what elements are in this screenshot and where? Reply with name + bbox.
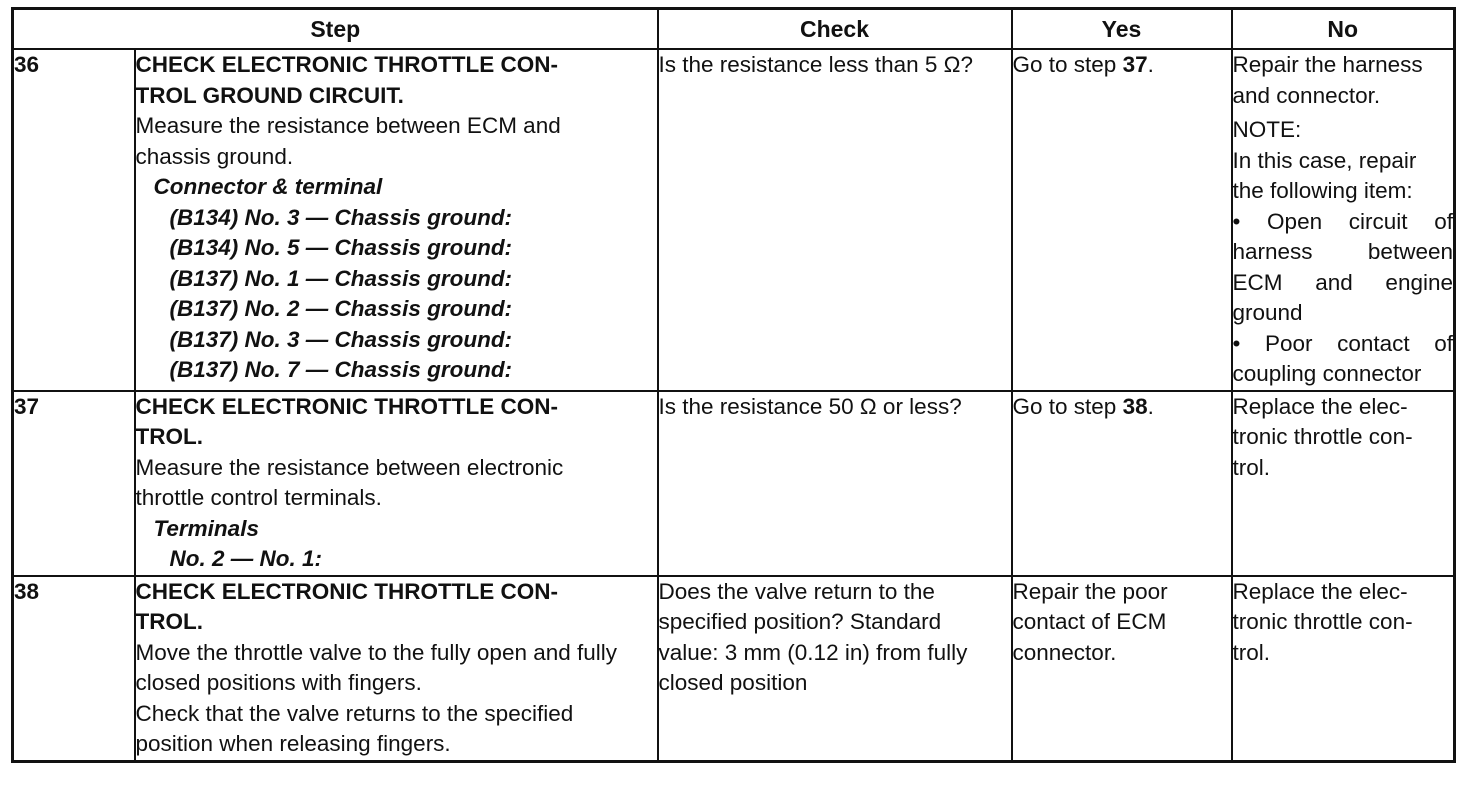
note-label: NOTE: (1232, 117, 1302, 142)
no-line: Replace the elec- (1232, 393, 1408, 419)
diagnostic-table (11, 7, 1456, 763)
step-body-line: chassis ground. (135, 143, 294, 169)
yes-line: connector. (1012, 639, 1117, 665)
step-body-line: closed positions with fingers. (135, 670, 422, 695)
step-title-line: TROL. (135, 609, 203, 634)
yes-prefix: Go to step (1012, 393, 1123, 419)
check-line: Does the valve return to the (658, 578, 935, 604)
table-row (13, 391, 1455, 576)
no-line: trol. (1232, 454, 1271, 480)
note-line: • Poor contact of (1232, 330, 1453, 356)
check-line: specified position? Standard (658, 609, 942, 634)
yes-cell (1012, 49, 1232, 391)
no-cell (1232, 49, 1455, 391)
no-line: tronic throttle con- (1232, 424, 1413, 449)
step-title-line: CHECK ELECTRONIC THROTTLE CON- (135, 578, 558, 604)
note-line: harness between (1232, 239, 1453, 264)
note-line: ground (1232, 300, 1303, 325)
step-title-line: TROL GROUND CIRCUIT. (135, 82, 404, 108)
yes-step-number: 37 (1122, 52, 1148, 77)
step-body-line: Measure the resistance between ECM and (135, 113, 561, 138)
step-body-line: Move the throttle valve to the fully open and fully (135, 639, 618, 665)
step-number: 38 (13, 576, 135, 762)
step-title-line: TROL. (135, 424, 203, 449)
step-title-line: CHECK ELECTRONIC THROTTLE CON- (135, 393, 558, 419)
terminal-line: (B137) No. 2 — Chassis ground: (169, 296, 513, 321)
connector-label: Connector & terminal (153, 174, 383, 199)
note-line: coupling connector (1232, 361, 1422, 386)
step-body-line: throttle control terminals. (135, 485, 382, 510)
header-row (13, 9, 1455, 50)
table-row (13, 49, 1455, 391)
no-line: tronic throttle con- (1232, 609, 1413, 634)
note-line: In this case, repair (1232, 147, 1417, 173)
no-line: trol. (1232, 639, 1271, 665)
yes-suffix: . (1147, 52, 1154, 77)
no-line: Repair the harness (1232, 52, 1423, 77)
step-body-line: position when releasing fingers. (135, 731, 451, 756)
yes-step-number: 38 (1122, 393, 1148, 419)
yes-line: contact of ECM (1012, 609, 1167, 634)
step-number: 37 (13, 391, 135, 576)
check-line: closed position (658, 670, 808, 695)
header-yes: Yes (1012, 9, 1232, 50)
table-row (13, 576, 1455, 762)
step-body-line: Check that the valve returns to the specified (135, 700, 574, 726)
note-line: ECM and engine (1232, 269, 1453, 295)
check-cell (658, 391, 1012, 576)
terminals-label: Terminals (153, 515, 259, 541)
check-cell (658, 49, 1012, 391)
no-cell (1232, 576, 1455, 762)
step-body-line: Measure the resistance between electronic (135, 454, 564, 480)
step-cell (135, 49, 658, 391)
check-line: Is the resistance less than 5 Ω? (658, 52, 973, 77)
check-line: value: 3 mm (0.12 in) from fully (658, 639, 968, 665)
note-line: the following item: (1232, 178, 1413, 203)
note-line: • Open circuit of (1232, 208, 1453, 234)
yes-prefix: Go to step (1012, 52, 1123, 77)
terminal-line: (B137) No. 3 — Chassis ground: (169, 326, 513, 352)
check-line: Is the resistance 50 Ω or less? (658, 393, 962, 419)
yes-suffix: . (1147, 393, 1154, 419)
yes-line: Repair the poor (1012, 578, 1168, 604)
terminal-line: (B137) No. 7 — Chassis ground: (169, 357, 513, 382)
no-line: Replace the elec- (1232, 578, 1408, 604)
terminal-line: (B134) No. 5 — Chassis ground: (169, 235, 513, 260)
step-title-line: CHECK ELECTRONIC THROTTLE CON- (135, 52, 558, 77)
step-number: 36 (13, 49, 135, 391)
step-cell (135, 391, 658, 576)
yes-cell (1012, 391, 1232, 576)
step-cell (135, 576, 658, 762)
terminal-line: No. 2 — No. 1: (169, 546, 323, 571)
header-check: Check (658, 9, 1012, 50)
no-cell (1232, 391, 1455, 576)
check-cell (658, 576, 1012, 762)
header-step: Step (13, 9, 658, 50)
yes-cell (1012, 576, 1232, 762)
no-line: and connector. (1232, 82, 1381, 108)
terminal-line: (B137) No. 1 — Chassis ground: (169, 265, 513, 291)
header-no: No (1232, 9, 1455, 50)
terminal-line: (B134) No. 3 — Chassis ground: (169, 204, 513, 230)
